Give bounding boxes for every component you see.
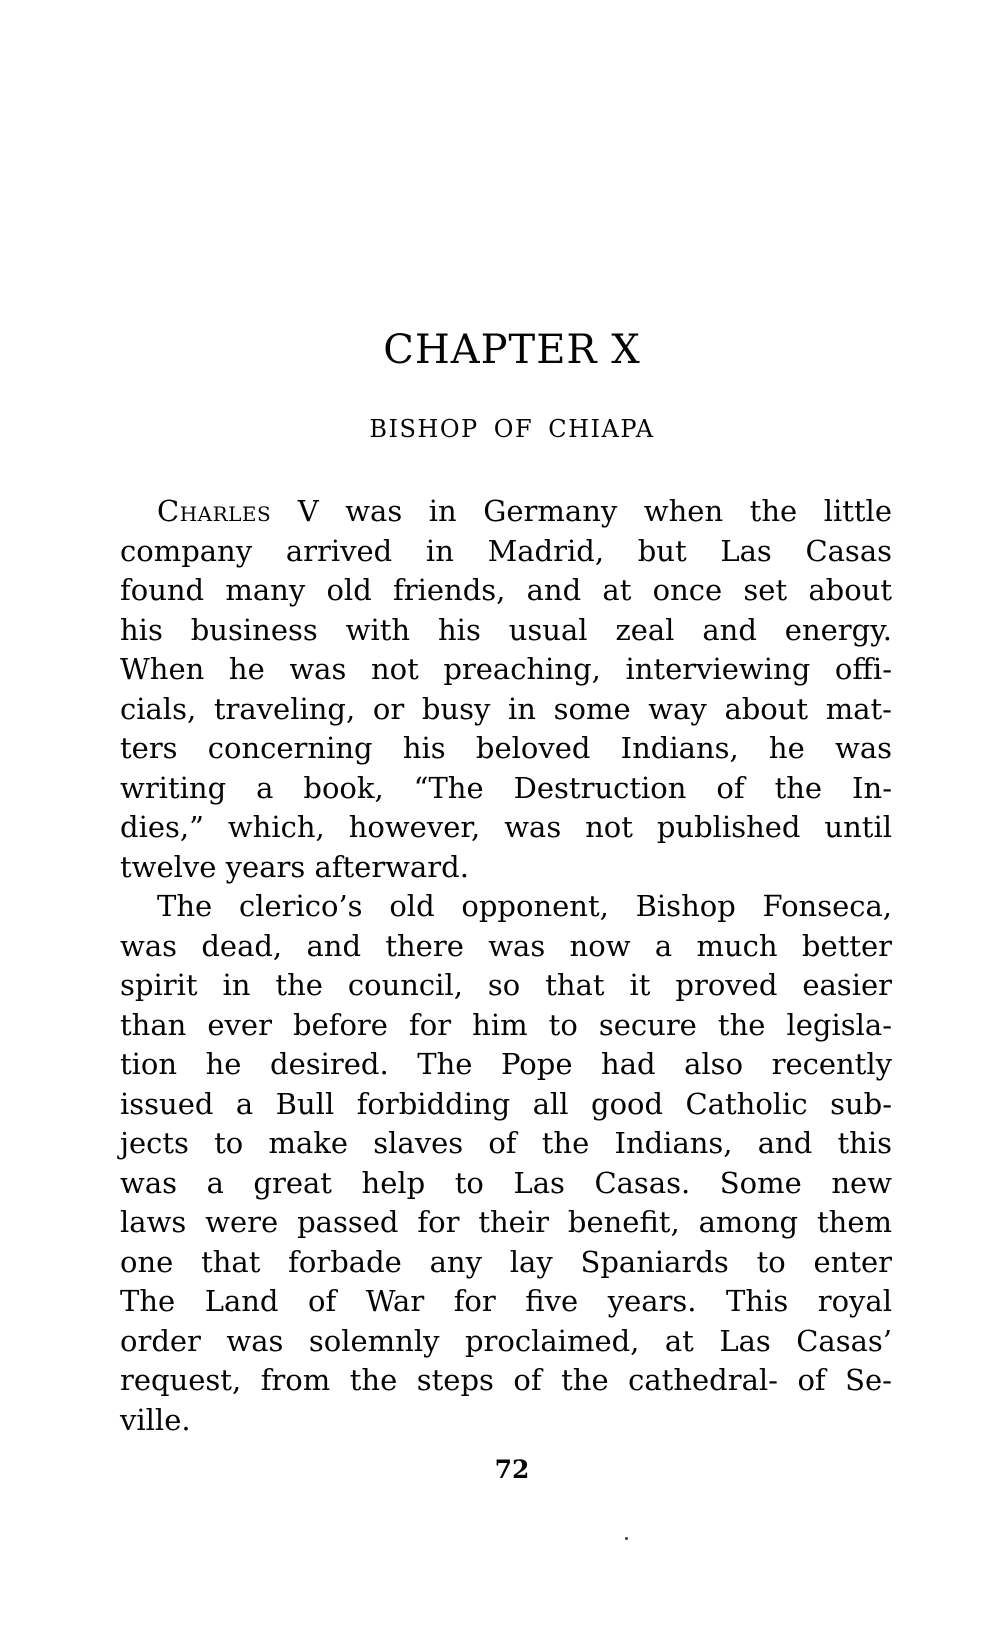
text-line: his business with his usual zeal and energy.: [120, 612, 892, 647]
text-line: company arrived in Madrid, but Las Casas: [120, 533, 892, 568]
paragraph-1: [120, 492, 892, 887]
text-line: request, from the steps of the cathedral- of Se-: [120, 1363, 892, 1397]
text-line: than ever before for him to secure the legisla-: [120, 1007, 892, 1042]
text-line: When he was not preaching, interviewing offi-: [120, 652, 892, 686]
page-number: 72: [494, 1455, 530, 1484]
text-line: one that forbade any lay Spaniards to enter: [120, 1244, 892, 1279]
text-line: jects to make slaves of the Indians, and this: [120, 1126, 892, 1160]
text-line: twelve years afterward.: [120, 849, 469, 884]
body-text: [120, 492, 892, 1440]
text-line: order was solemnly proclaimed, at Las Casas’: [120, 1323, 892, 1358]
text-line: laws were passed for their benefit, among them: [120, 1205, 892, 1239]
text-line: ville.: [120, 1402, 191, 1437]
text-line: cials, traveling, or busy in some way about mat-: [120, 691, 892, 726]
text-line: The Land of War for five years. This royal: [120, 1284, 892, 1318]
text-line: was a great help to Las Casas. Some new: [120, 1165, 892, 1200]
text-line: spirit in the council, so that it proved easier: [120, 968, 892, 1002]
scan-speck: [625, 1537, 628, 1540]
chapter-subtitle: BISHOP OF CHIAPA: [369, 415, 655, 443]
text-line: The clerico’s old opponent, Bishop Fonseca,: [157, 889, 892, 923]
text-line: tion he desired. The Pope had also recently: [120, 1047, 892, 1081]
text-line: dies,” which, however, was not published until: [120, 810, 892, 844]
lead-word-smallcaps: Charles: [157, 494, 272, 528]
text-line: found many old friends, and at once set about: [120, 573, 892, 607]
paragraph-2: [120, 887, 892, 1440]
chapter-heading: CHAPTER X: [383, 327, 641, 373]
text-line: was dead, and there was now a much better: [120, 928, 892, 963]
text-line: Charles V was in Germany when the little: [157, 494, 892, 528]
text-line: writing a book, “The Destruction of the In-: [120, 770, 892, 805]
text-line: issued a Bull forbidding all good Catholic sub-: [120, 1086, 892, 1121]
text-line: ters concerning his beloved Indians, he was: [120, 731, 892, 765]
